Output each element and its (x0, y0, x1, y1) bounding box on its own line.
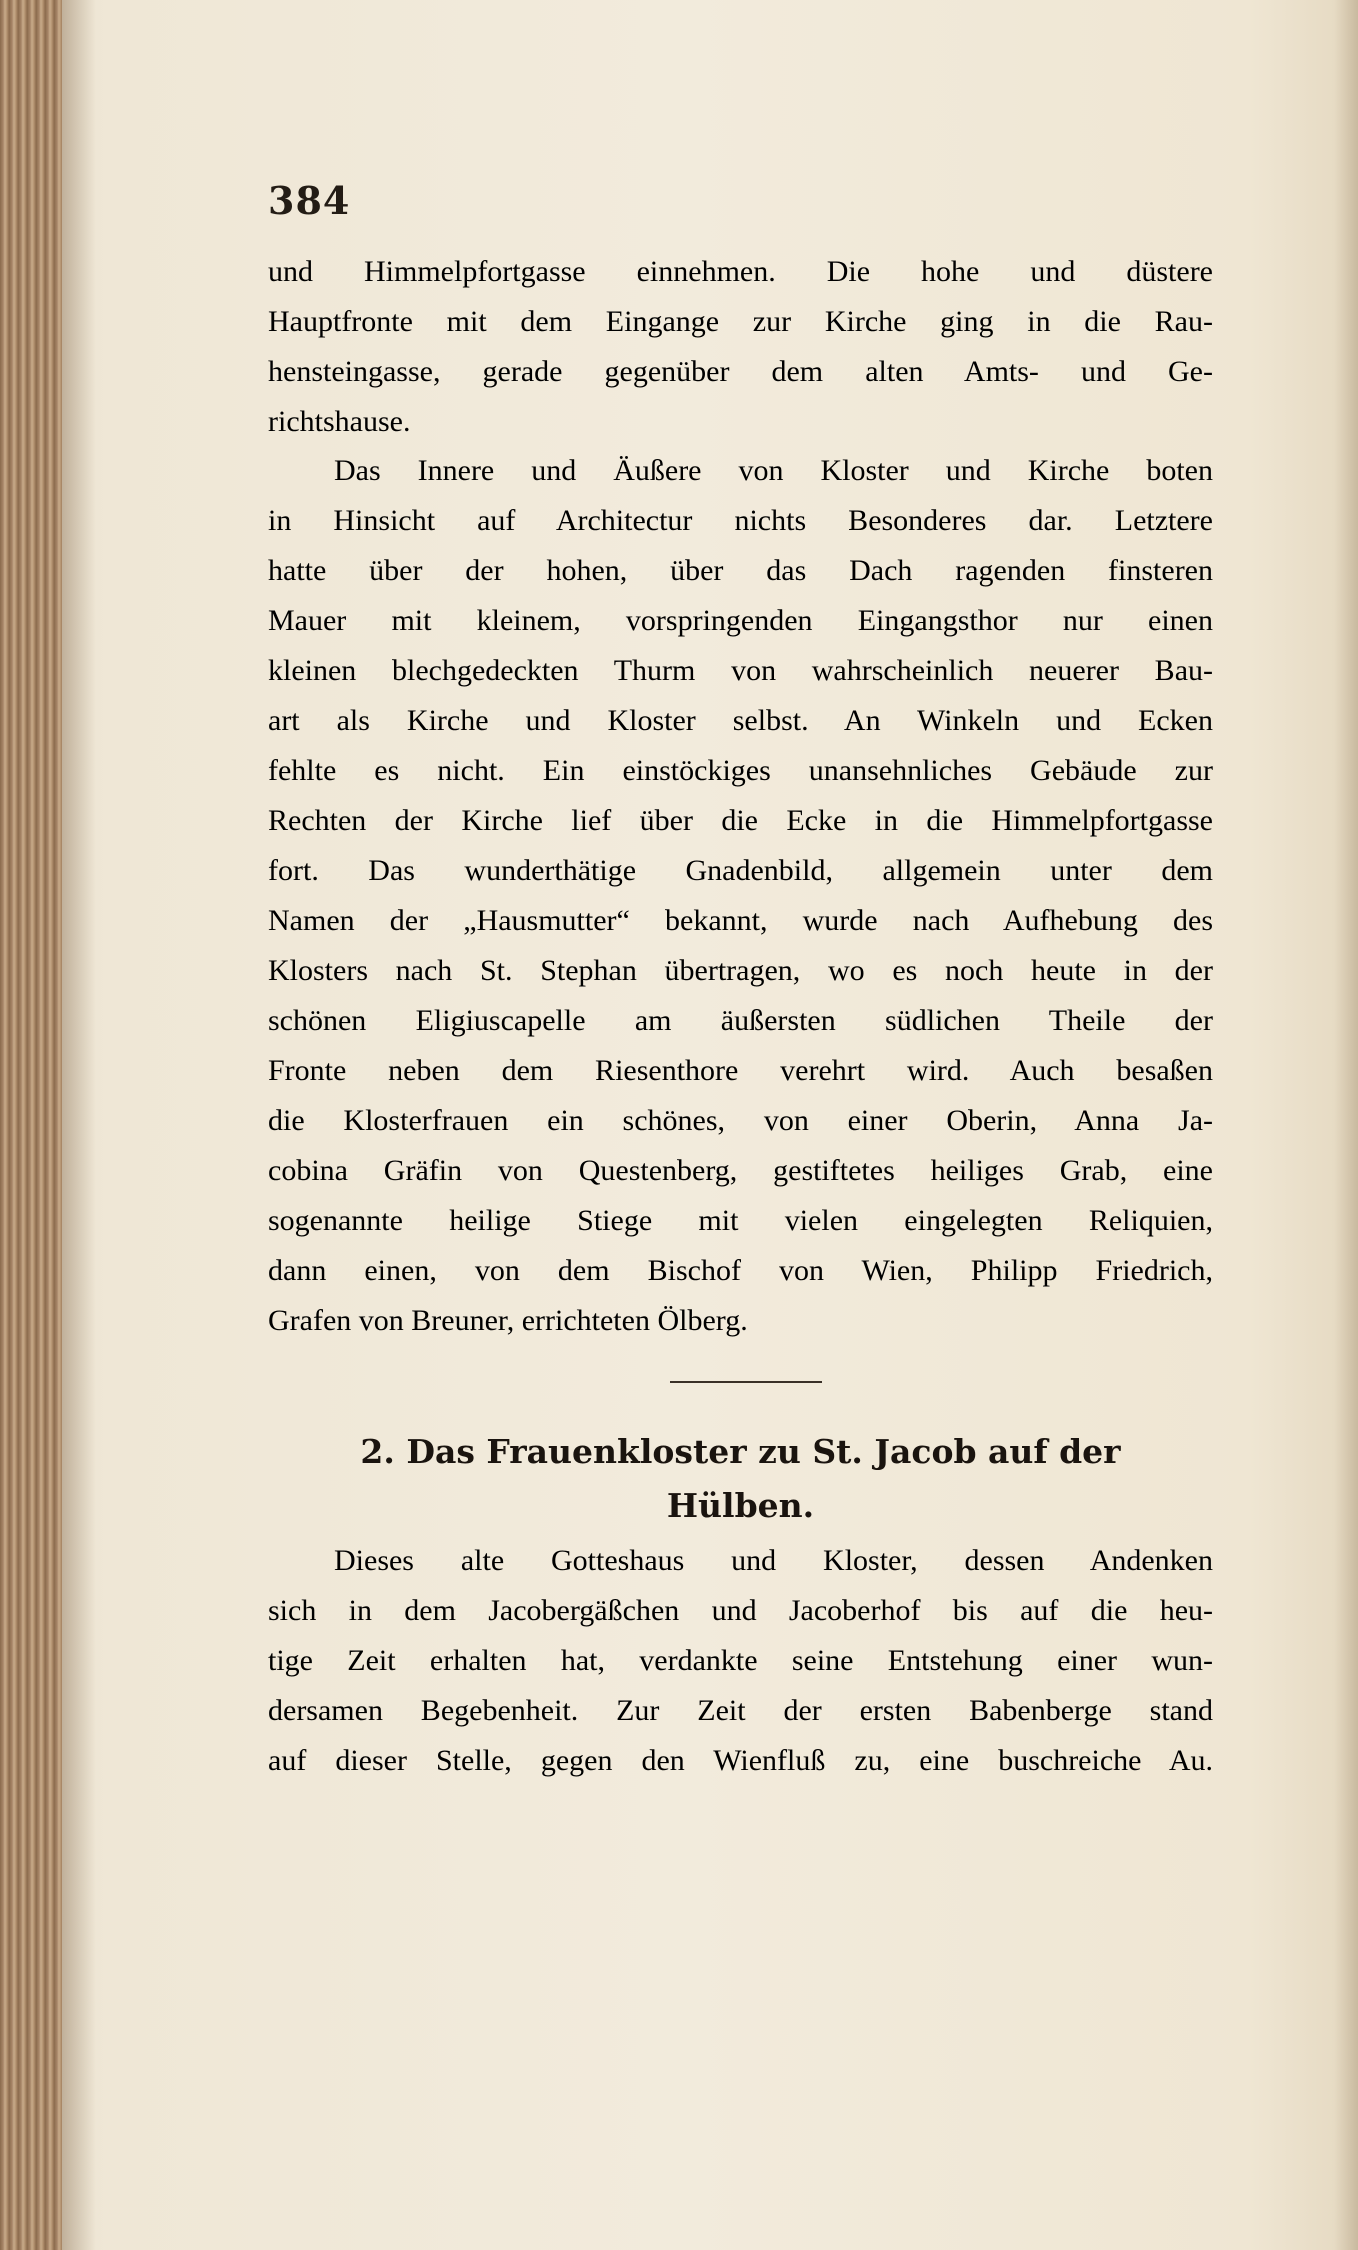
paragraph-2 (268, 446, 1213, 1346)
paragraph-3 (268, 1536, 1213, 1786)
right-edge-shadow (1334, 0, 1358, 2250)
text-line: in Hinsicht auf Architectur nichts Besonderes dar. Letztere (268, 504, 1213, 537)
text-line: fehlte es nicht. Ein einstöckiges unansehnliches Gebäude zur (268, 754, 1213, 787)
section-heading (268, 1425, 1213, 1533)
text-line: Mauer mit kleinem, vorspringenden Eingangsthor nur einen (268, 604, 1213, 637)
text-line: Rechten der Kirche lief über die Ecke in die Himmelpfortgasse (268, 804, 1213, 837)
text-line: dersamen Begebenheit. Zur Zeit der ersten Babenberge stand (268, 1694, 1213, 1727)
text-line: schönen Eligiuscapelle am äußersten südlichen Theile der (268, 1004, 1213, 1037)
text-line: Klosters nach St. Stephan übertragen, wo es noch heute in der (268, 954, 1213, 987)
page-number: 384 (268, 178, 351, 223)
gutter-shadow (62, 0, 96, 2250)
text-line: sich in dem Jacobergäßchen und Jacoberhof bis auf die heu- (268, 1594, 1213, 1627)
text-line: hensteingasse, gerade gegenüber dem alten Amts- und Ge- (268, 355, 1213, 388)
text-line: und Himmelpfortgasse einnehmen. Die hohe und düstere (268, 255, 1213, 288)
text-line: richtshause. (268, 405, 411, 438)
text-line: tige Zeit erhalten hat, verdankte seine Entstehung einer wun- (268, 1644, 1213, 1677)
paragraph-1 (268, 247, 1213, 447)
text-line: Hauptfronte mit dem Eingange zur Kirche ging in die Rau- (268, 305, 1213, 338)
text-line: Fronte neben dem Riesenthore verehrt wird. Auch besaßen (268, 1054, 1213, 1087)
section-divider (670, 1381, 822, 1383)
text-line: Namen der „Hausmutter“ bekannt, wurde nach Aufhebung des (268, 904, 1213, 937)
text-line: die Klosterfrauen ein schönes, von einer Oberin, Anna Ja- (268, 1104, 1213, 1137)
book-page-edges (0, 0, 62, 2250)
text-line: cobina Gräfin von Questenberg, gestiftetes heiliges Grab, eine (268, 1154, 1213, 1187)
text-line: Dieses alte Gotteshaus und Kloster, dessen Andenken (334, 1544, 1213, 1577)
text-line: fort. Das wunderthätige Gnadenbild, allgemein unter dem (268, 854, 1213, 887)
text-line: auf dieser Stelle, gegen den Wienfluß zu, eine buschreiche Au. (268, 1744, 1213, 1777)
text-line: sogenannte heilige Stiege mit vielen eingelegten Reliquien, (268, 1204, 1213, 1237)
text-line: Das Innere und Äußere von Kloster und Kirche boten (334, 454, 1213, 487)
section-heading-line-1: 2. Das Frauenkloster zu St. Jacob auf der (360, 1432, 1121, 1471)
text-line: art als Kirche und Kloster selbst. An Winkeln und Ecken (268, 704, 1213, 737)
section-heading-line-2: Hülben. (666, 1486, 815, 1525)
text-line: hatte über der hohen, über das Dach ragenden finsteren (268, 554, 1213, 587)
text-line: Grafen von Breuner, errichteten Ölberg. (268, 1304, 748, 1337)
text-line: dann einen, von dem Bischof von Wien, Philipp Friedrich, (268, 1254, 1213, 1287)
text-line: kleinen blechgedeckten Thurm von wahrscheinlich neuerer Bau- (268, 654, 1213, 687)
